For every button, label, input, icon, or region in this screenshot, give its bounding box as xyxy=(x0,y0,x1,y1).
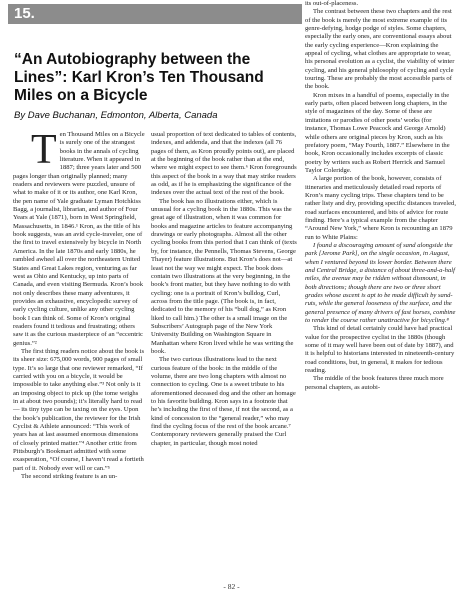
paragraph: The first thing readers notice about the book is its sheer size: 675,000 words, 900 pages of small type. It’s so large that one reviewer remarked, “If carried with you on a bicycle, it would be impossible to take anything else.”³ Not only is it an imposing object to pick up (the tome weighs in at about two pounds); it’s literally hard to read — its tiny type can be taxing on the eyes. Upon the book’s publication, the reviewer for the Irish Cyclist & Athlete announced: “This work of years has at last assumed enormous dimensions of closely printed matter.”⁴ Another critic from Pittsburgh’s Bookmart admitted with some exasperation, “Of course, I haven’t read a fortieth part of it. Nobody ever will or can.”⁵ xyxy=(13,347,145,472)
paragraph: The book has no illustrations either, which is unusual for a cycling book in the 1880s. This was the great age of illustration, when it was common for books and magazine articles to feature accompanying drawings or early photographs. Almost all the other cycling books from this period that I can think of (texts by, for instance, the Pennells, Thomas Stevens, George Thayer) feature illustrations. But Kron’s does not—at least not the way we might expect. The book does contain two illustrations at the very beginning, in the book’s front matter, but they have nothing to do with cycling: one is a portrait of Kron’s bulldog, Curl, across from the title page. (The book is, in fact, dedicated to the memory of his “bull dog,” as Kron liked to call him.) The other is a small image on the Subscribers’ Autograph page of the New York University Building on Washington Square in Manhattan where Kron lived while he was writing the book. xyxy=(151,197,297,355)
paragraph: en Thousand Miles on a Bicycle is surely one of the strangest books in the annals of cycling literature. When it appeared in 1887; three years later and 500 pages longer than originally planned; many readers and reviewers were puzzled, unsure of what to make of it or its author, one Karl Kron, the pen name of Yale graduate Lyman Hotchkiss Bagg, a journalist, librarian, and author of Four Years at Yale (1871), born in West Springfield, Massachusetts, in 1846.¹ Kron, as the title of his book suggests, was an avid cycle-traveler, one of the first to travel extensively by bicycle in North America. In the late 1870s and early 1880s, he rambled awheel all over the northeastern United States and Great Lakes region, venturing as far west as Ohio and Kentucky, up into parts of Canada, and even visiting Bermuda. Kron’s book not only describes these many adventures, it provides an exhaustive, encyclopedic survey of early cycling culture, unlike any other cycling book I can think of. Some of Kron’s original readers found it tedious and frustrating; others saw it as the curious masterpiece of an “eccentric genius.”² xyxy=(13,131,145,347)
paragraph: usual proportion of text dedicated to tables of contents, indexes, and addenda, and that the indexes (all 76 pages of them, as Kron proudly points out), are placed at the beginning of the book rather than at the end, where we might expect to see them.⁶ Kron foregrounds this aspect of the book in a way that may strike readers as odd, as if he is emphasizing the significance of the indexes over the actual text of the rest of the book. xyxy=(151,131,297,197)
section-header-bar xyxy=(8,4,302,24)
paragraph: This kind of detail certainly could have had practical value for the prospective cyclist in the 1880s (though some of it may well have been out of date by 1887), and it is helpful to historians interested in nineteenth-century road conditions, but, in general, it makes for tedious reading. xyxy=(305,325,455,375)
block-quote: I found a discouraging amount of sand alongside the park [Jerome Park], on the single occasion, in August, when I ventured beyond its lower border. Between there and Central Bridge, a distance of about three-and-a-half miles, the avenue may be ridden without dismount, in both directions; though there are two or three short grades whose ascent is apt to be made difficult by sand-ruts, while the general looseness of the surface, and the general presence of many drivers of fast horses, combine to render the course rather unattractive for bicycling.⁸ xyxy=(305,241,456,325)
article-byline: By Dave Buchanan, Edmonton, Alberta, Canada xyxy=(14,110,218,121)
paragraph: A large portion of the book, however, consists of itineraries and meticulously detailed road reports of Kron’s many cycling trips. These chapters tend to be rather listy and dry, providing specific distances traveled, road surfaces encountered, and bits of advice for route finding. Here’s a typical example from the chapter “Around New York,” where Kron is recounting an 1879 run to White Plains: xyxy=(305,175,456,241)
paragraph: The two curious illustrations lead to the next curious feature of the book: in the middle of the volume, there are two long chapters with almost no connection to cycling. One is a sweet tribute to his aforementioned deceased dog and the other an homage to his favorite building. Kron says in a footnote that he’s including the first of these, if not the second, as a kind of concession to the “general reader,” who may find the cycling focus of the rest of the book arcane.⁷ Contemporary reviewers generally praised the Curl chapter, in particular, though most noted xyxy=(151,356,296,447)
paragraph: The middle of the book features three much more personal chapters, as autobi- xyxy=(305,375,444,391)
section-number: 15. xyxy=(14,5,35,22)
text-column-1 xyxy=(13,127,145,481)
drop-cap: T xyxy=(31,127,57,173)
article-title-text: “An Autobiography between the Lines”: Karl Kron’s Ten Thousand Miles on a Bicycle xyxy=(14,51,264,104)
page-number: - 82 - xyxy=(223,582,240,591)
paragraph: The contrast between these two chapters and the rest of the book is merely the most extreme example of its genre-defying, hodge podge of styles. Some chapters, especially the early ones, are conventional essays about the early cycling experience—Kron explaining the appeal of cycling, what clothes are appropriate to wear, his personal evolution as a cyclist, the viability of winter cycling, and his general philosophy of cycling and cycle touring. These are probably the most accessible parts of the book. xyxy=(305,8,455,91)
text-column-2 xyxy=(151,131,297,448)
text-column-3 xyxy=(305,0,456,392)
paragraph: Kron mixes in a handful of poems, especially in the early parts, often placed between long chapters, in the style of magazines of the day. Some of these are imitations or parodies of other poets’ works (for instance, Thomas Lowe Peacock and George Arnold) while others are original pieces by Kron, such as his prefatory poem, “May Fourth, 1887.” Elsewhere in the book, Kron occasionally includes excerpts of classic poetry by writers such as Robert Herrick and Samuel Taylor Coleridge. xyxy=(305,91,450,174)
paragraph: its out-of-placeness. xyxy=(305,0,359,7)
article-title xyxy=(14,51,304,105)
paragraph: The second striking feature is an un- xyxy=(21,473,118,481)
